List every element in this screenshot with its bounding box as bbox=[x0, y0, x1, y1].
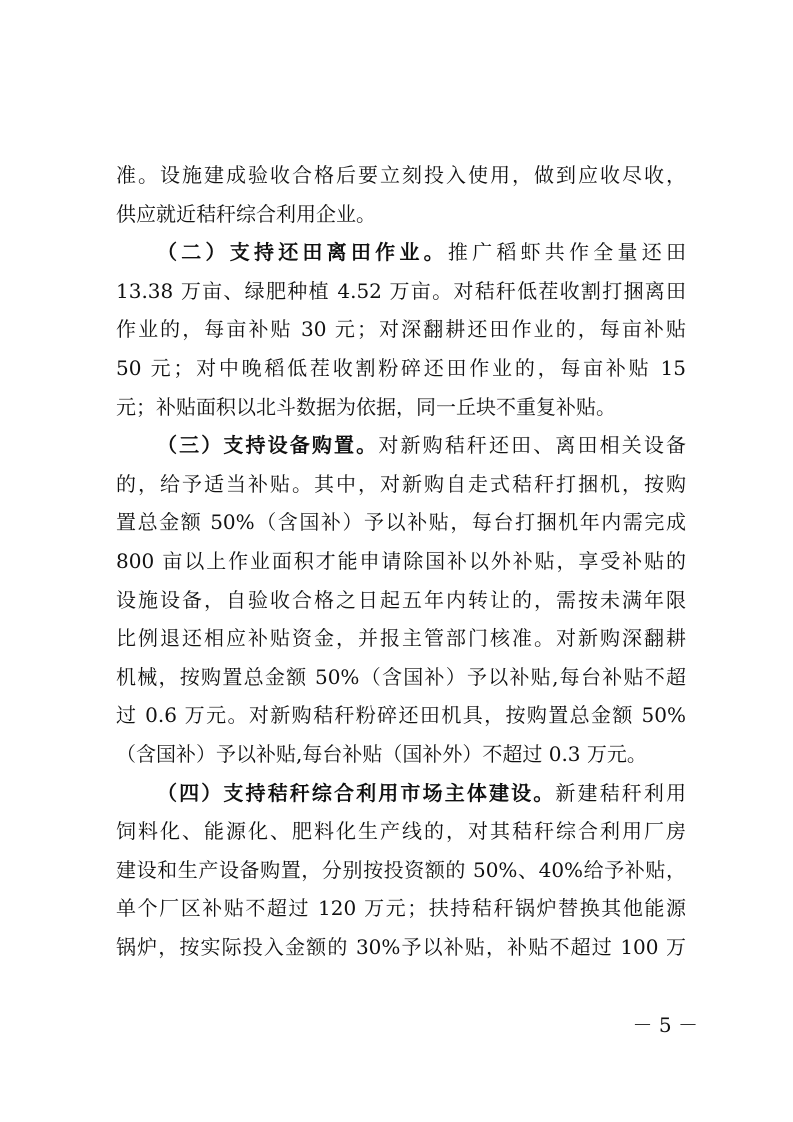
text-line: 置总金额 50%（含国补）予以补贴，每台打捆机年内需完成 bbox=[116, 510, 686, 535]
text-line: 设施设备，自验收合格之日起五年内转让的，需按未满年限 bbox=[116, 587, 686, 612]
page-number-text: － 5 － bbox=[632, 1013, 698, 1037]
section-heading-2: （二）支持还田离田作业。 bbox=[157, 240, 448, 265]
section-heading-4: （四）支持秸秆综合利用市场主体建设。 bbox=[157, 780, 556, 805]
text-line: 饲料化、能源化、肥料化生产线的，对其秸秆综合利用厂房 bbox=[116, 819, 686, 844]
text-line bbox=[116, 774, 686, 813]
text-line: 供应就近秸秆综合利用企业。 bbox=[116, 201, 376, 226]
text-line: 比例退还相应补贴资金，并报主管部门核准。对新购深翻耕 bbox=[116, 626, 686, 651]
text-run: 对新购秸秆还田、离田相关设备 bbox=[378, 433, 687, 458]
text-run: 推广稻虾共作全量还田 bbox=[447, 240, 687, 265]
text-line: 元；补贴面积以北斗数据为依据，同一丘块不重复补贴。 bbox=[116, 394, 616, 419]
text-line: 过 0.6 万元。对新购秸秆粉碎还田机具，按购置总金额 50% bbox=[116, 703, 686, 728]
text-line: 作业的，每亩补贴 30 元；对深翻耕还田作业的，每亩补贴 bbox=[116, 317, 686, 342]
text-line: 建设和生产设备购置，分别按投资额的 50%、40%给予补贴， bbox=[116, 857, 686, 882]
text-line: （含国补）予以补贴,每台补贴（国补外）不超过 0.3 万元。 bbox=[116, 741, 647, 766]
text-line bbox=[116, 233, 686, 272]
body-text bbox=[116, 156, 686, 966]
text-line bbox=[116, 426, 686, 465]
page-number bbox=[0, 1010, 793, 1040]
text-line: 锅炉，按实际投入金额的 30%予以补贴，补贴不超过 100 万 bbox=[116, 934, 686, 959]
text-line: 单个厂区补贴不超过 120 万元；扶持秸秆锅炉替换其他能源 bbox=[116, 896, 686, 921]
text-line: 的，给予适当补贴。其中，对新购自走式秸秆打捆机，按购 bbox=[116, 471, 686, 496]
section-heading-3: （三）支持设备购置。 bbox=[157, 433, 379, 458]
text-line: 准。设施建成验收合格后要立刻投入使用，做到应收尽收， bbox=[116, 163, 686, 187]
text-run: 新建秸秆利用 bbox=[555, 780, 687, 805]
text-line: 机械，按购置总金额 50%（含国补）予以补贴,每台补贴不超 bbox=[116, 664, 686, 689]
text-line: 800 亩以上作业面积才能申请除国补以外补贴，享受补贴的 bbox=[116, 548, 686, 573]
text-line: 50 元；对中晚稻低茬收割粉碎还田作业的，每亩补贴 15 bbox=[116, 355, 686, 380]
text-line: 13.38 万亩、绿肥种植 4.52 万亩。对秸秆低茬收割打捆离田 bbox=[116, 278, 686, 303]
